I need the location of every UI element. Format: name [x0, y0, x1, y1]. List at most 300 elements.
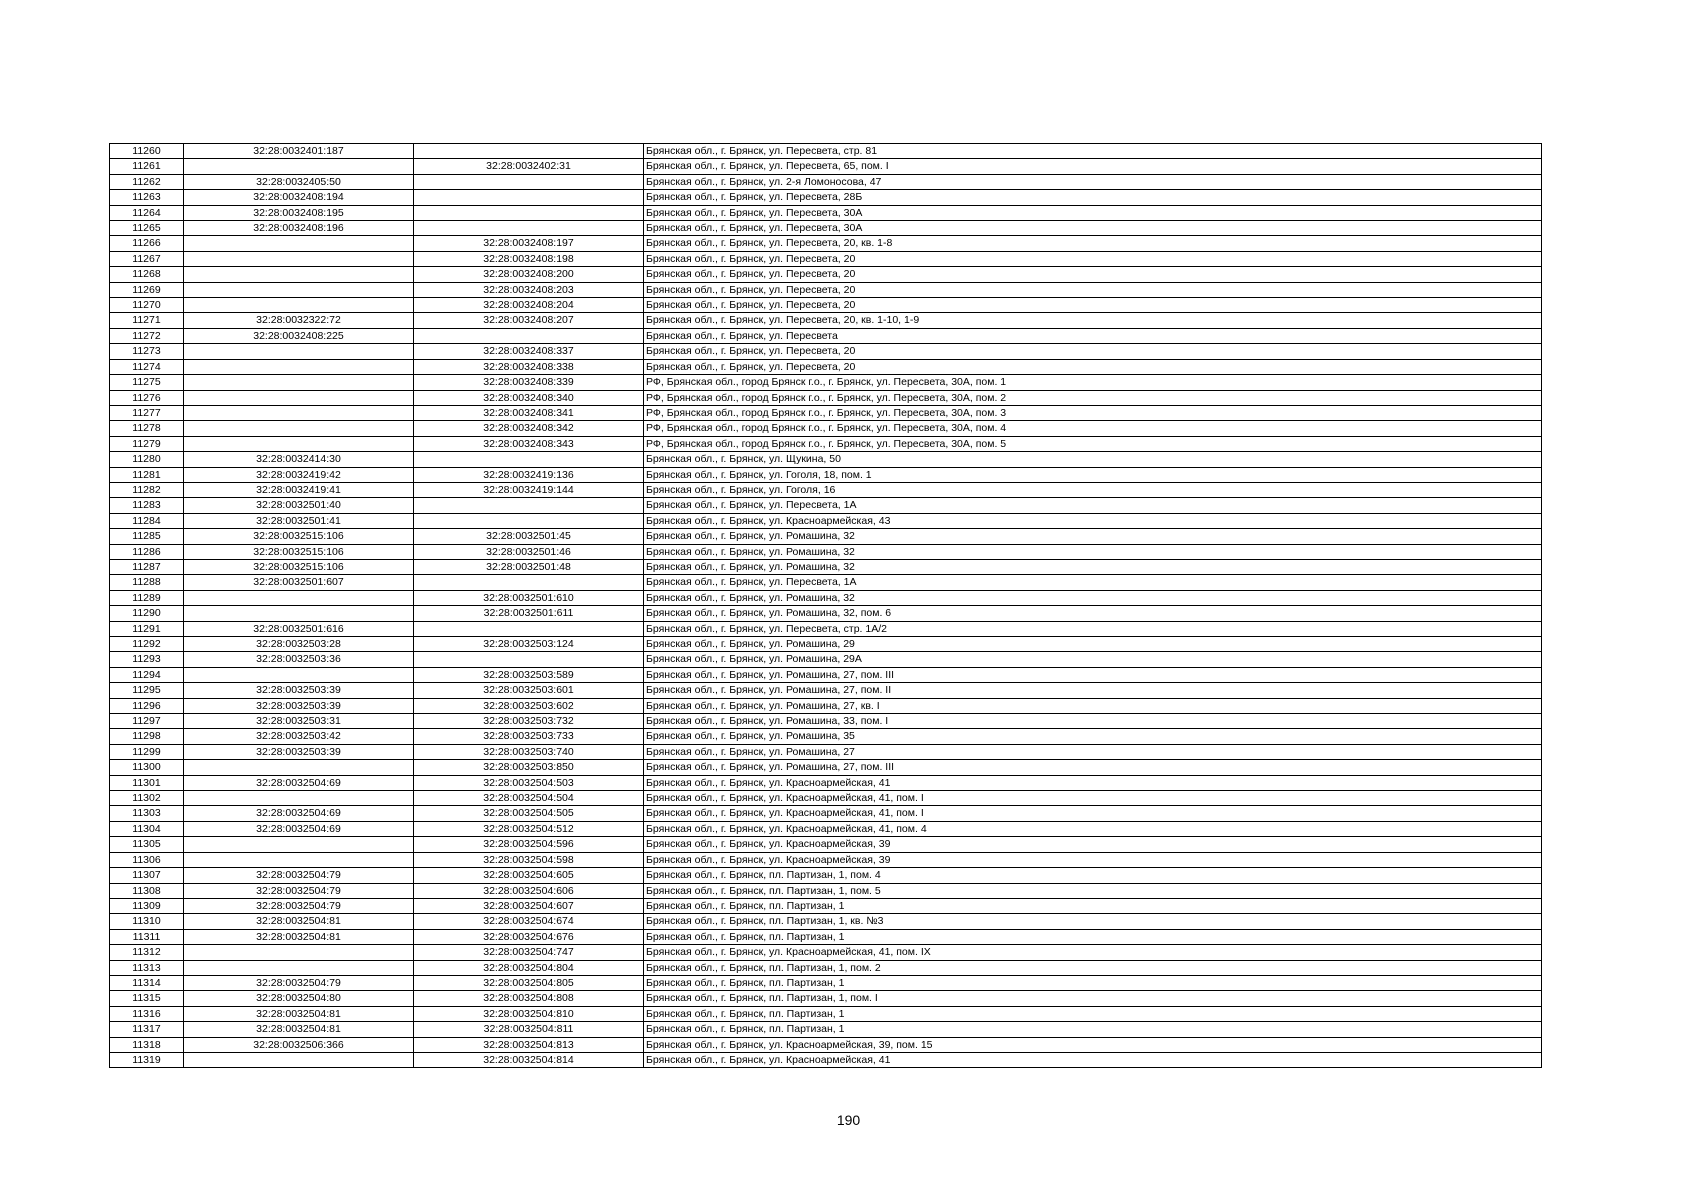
cadastral-number-1-cell — [184, 375, 414, 390]
row-number-cell: 11285 — [110, 529, 184, 544]
cadastral-number-1-cell — [184, 267, 414, 282]
cadastral-number-2-cell: 32:28:0032408:204 — [414, 298, 644, 313]
cadastral-number-2-cell — [414, 144, 644, 159]
address-cell: Брянская обл., г. Брянск, ул. Гоголя, 18, пом. 1 — [644, 467, 1542, 482]
table-row — [110, 159, 1542, 174]
cadastral-number-2-cell — [414, 221, 644, 236]
table-row — [110, 421, 1542, 436]
row-number-cell: 11304 — [110, 821, 184, 836]
row-number-cell: 11317 — [110, 1022, 184, 1037]
page-number: 190 — [836, 1112, 861, 1128]
table-row — [110, 714, 1542, 729]
address-cell: Брянская обл., г. Брянск, ул. Пересвета — [644, 328, 1542, 343]
address-cell: РФ, Брянская обл., город Брянск г.о., г. Брянск, ул. Пересвета, 30А, пом. 3 — [644, 405, 1542, 420]
cadastral-number-2-cell — [414, 205, 644, 220]
table-row — [110, 1022, 1542, 1037]
cadastral-number-1-cell: 32:28:0032322:72 — [184, 313, 414, 328]
address-cell: Брянская обл., г. Брянск, ул. Пересвета, 20 — [644, 359, 1542, 374]
cadastral-number-1-cell — [184, 405, 414, 420]
cadastral-number-1-cell — [184, 667, 414, 682]
table-row — [110, 405, 1542, 420]
table-row — [110, 868, 1542, 883]
cadastral-number-2-cell — [414, 575, 644, 590]
table-row — [110, 837, 1542, 852]
address-cell: Брянская обл., г. Брянск, ул. Пересвета, 20, кв. 1-10, 1-9 — [644, 313, 1542, 328]
cadastral-number-1-cell: 32:28:0032504:81 — [184, 914, 414, 929]
cadastral-number-1-cell: 32:28:0032414:30 — [184, 452, 414, 467]
table-row — [110, 298, 1542, 313]
cadastral-number-1-cell: 32:28:0032503:39 — [184, 683, 414, 698]
cadastral-number-1-cell: 32:28:0032504:79 — [184, 883, 414, 898]
cadastral-number-2-cell: 32:28:0032419:144 — [414, 482, 644, 497]
row-number-cell: 11286 — [110, 544, 184, 559]
cadastral-number-2-cell — [414, 498, 644, 513]
cadastral-number-2-cell: 32:28:0032501:610 — [414, 590, 644, 605]
table-row — [110, 914, 1542, 929]
cadastral-number-1-cell: 32:28:0032504:79 — [184, 975, 414, 990]
address-cell: Брянская обл., г. Брянск, ул. Красноармейская, 41, пом. I — [644, 806, 1542, 821]
address-cell: Брянская обл., г. Брянск, ул. Красноармейская, 43 — [644, 513, 1542, 528]
address-cell: Брянская обл., г. Брянск, пл. Партизан, 1 — [644, 1022, 1542, 1037]
table-row — [110, 575, 1542, 590]
row-number-cell: 11261 — [110, 159, 184, 174]
row-number-cell: 11281 — [110, 467, 184, 482]
cadastral-number-2-cell: 32:28:0032504:605 — [414, 868, 644, 883]
cadastral-number-1-cell — [184, 159, 414, 174]
cadastral-number-2-cell: 32:28:0032501:611 — [414, 606, 644, 621]
row-number-cell: 11316 — [110, 1006, 184, 1021]
table-row — [110, 205, 1542, 220]
row-number-cell: 11266 — [110, 236, 184, 251]
cadastral-number-1-cell: 32:28:0032401:187 — [184, 144, 414, 159]
cadastral-number-2-cell: 32:28:0032501:45 — [414, 529, 644, 544]
row-number-cell: 11283 — [110, 498, 184, 513]
table-row — [110, 529, 1542, 544]
address-cell: Брянская обл., г. Брянск, ул. Красноармейская, 39 — [644, 837, 1542, 852]
address-cell: Брянская обл., г. Брянск, ул. Красноармейская, 41, пом. I — [644, 791, 1542, 806]
row-number-cell: 11290 — [110, 606, 184, 621]
cadastral-number-1-cell — [184, 436, 414, 451]
row-number-cell: 11289 — [110, 590, 184, 605]
row-number-cell: 11313 — [110, 960, 184, 975]
table-row — [110, 313, 1542, 328]
cadastral-number-1-cell — [184, 837, 414, 852]
row-number-cell: 11280 — [110, 452, 184, 467]
row-number-cell: 11298 — [110, 729, 184, 744]
table-row — [110, 652, 1542, 667]
table-row — [110, 513, 1542, 528]
cadastral-number-2-cell: 32:28:0032503:850 — [414, 760, 644, 775]
table-row — [110, 1037, 1542, 1052]
cadastral-number-2-cell: 32:28:0032504:504 — [414, 791, 644, 806]
cadastral-number-2-cell: 32:28:0032408:342 — [414, 421, 644, 436]
address-cell: Брянская обл., г. Брянск, ул. Ромашина, 35 — [644, 729, 1542, 744]
row-number-cell: 11262 — [110, 174, 184, 189]
cadastral-number-2-cell: 32:28:0032501:48 — [414, 559, 644, 574]
table-row — [110, 482, 1542, 497]
table-row — [110, 898, 1542, 913]
table-row — [110, 821, 1542, 836]
cadastral-number-1-cell: 32:28:0032501:41 — [184, 513, 414, 528]
cadastral-number-2-cell — [414, 174, 644, 189]
table-row — [110, 1052, 1542, 1067]
row-number-cell: 11309 — [110, 898, 184, 913]
table-row — [110, 975, 1542, 990]
address-cell: Брянская обл., г. Брянск, ул. Ромашина, 27, пом. II — [644, 683, 1542, 698]
row-number-cell: 11279 — [110, 436, 184, 451]
table-row — [110, 791, 1542, 806]
row-number-cell: 11319 — [110, 1052, 184, 1067]
table-row — [110, 251, 1542, 266]
cadastral-number-1-cell — [184, 236, 414, 251]
cadastral-number-1-cell — [184, 606, 414, 621]
cadastral-number-2-cell — [414, 452, 644, 467]
cadastral-number-1-cell: 32:28:0032405:50 — [184, 174, 414, 189]
cadastral-number-2-cell: 32:28:0032503:601 — [414, 683, 644, 698]
cadastral-number-2-cell: 32:28:0032408:197 — [414, 236, 644, 251]
cadastral-number-2-cell: 32:28:0032504:805 — [414, 975, 644, 990]
row-number-cell: 11274 — [110, 359, 184, 374]
cadastral-number-1-cell: 32:28:0032503:31 — [184, 714, 414, 729]
cadastral-number-2-cell: 32:28:0032408:343 — [414, 436, 644, 451]
cadastral-number-1-cell: 32:28:0032408:196 — [184, 221, 414, 236]
address-cell: Брянская обл., г. Брянск, ул. Красноармейская, 41, пом. 4 — [644, 821, 1542, 836]
table-row — [110, 1006, 1542, 1021]
cadastral-number-2-cell: 32:28:0032503:740 — [414, 744, 644, 759]
address-cell: Брянская обл., г. Брянск, пл. Партизан, 1, пом. I — [644, 991, 1542, 1006]
cadastral-number-2-cell: 32:28:0032402:31 — [414, 159, 644, 174]
table-row — [110, 991, 1542, 1006]
table-row — [110, 945, 1542, 960]
row-number-cell: 11306 — [110, 852, 184, 867]
row-number-cell: 11275 — [110, 375, 184, 390]
row-number-cell: 11314 — [110, 975, 184, 990]
cadastral-number-2-cell: 32:28:0032504:811 — [414, 1022, 644, 1037]
row-number-cell: 11292 — [110, 637, 184, 652]
cadastral-number-1-cell: 32:28:0032408:194 — [184, 190, 414, 205]
row-number-cell: 11308 — [110, 883, 184, 898]
table-row — [110, 775, 1542, 790]
cadastral-number-1-cell: 32:28:0032419:42 — [184, 467, 414, 482]
row-number-cell: 11291 — [110, 621, 184, 636]
cadastral-number-1-cell — [184, 421, 414, 436]
address-cell: Брянская обл., г. Брянск, пл. Партизан, 1 — [644, 1006, 1542, 1021]
address-cell: Брянская обл., г. Брянск, ул. Пересвета, 20 — [644, 298, 1542, 313]
address-cell: Брянская обл., г. Брянск, ул. Ромашина, 27, пом. III — [644, 760, 1542, 775]
cadastral-number-2-cell: 32:28:0032503:733 — [414, 729, 644, 744]
row-number-cell: 11277 — [110, 405, 184, 420]
cadastral-number-1-cell: 32:28:0032501:40 — [184, 498, 414, 513]
row-number-cell: 11296 — [110, 698, 184, 713]
address-cell: Брянская обл., г. Брянск, ул. Красноармейская, 41, пом. IX — [644, 945, 1542, 960]
cadastral-number-1-cell: 32:28:0032515:106 — [184, 559, 414, 574]
address-cell: РФ, Брянская обл., город Брянск г.о., г. Брянск, ул. Пересвета, 30А, пом. 4 — [644, 421, 1542, 436]
cadastral-number-2-cell: 32:28:0032501:46 — [414, 544, 644, 559]
cadastral-number-1-cell: 32:28:0032503:39 — [184, 698, 414, 713]
cadastral-number-2-cell: 32:28:0032504:810 — [414, 1006, 644, 1021]
address-cell: Брянская обл., г. Брянск, ул. Красноармейская, 41 — [644, 1052, 1542, 1067]
row-number-cell: 11318 — [110, 1037, 184, 1052]
address-cell: Брянская обл., г. Брянск, ул. Пересвета, стр. 81 — [644, 144, 1542, 159]
row-number-cell: 11315 — [110, 991, 184, 1006]
cadastral-number-2-cell: 32:28:0032504:808 — [414, 991, 644, 1006]
table-row — [110, 498, 1542, 513]
address-cell: Брянская обл., г. Брянск, ул. Пересвета, 28Б — [644, 190, 1542, 205]
cadastral-number-1-cell: 32:28:0032515:106 — [184, 529, 414, 544]
table-row — [110, 621, 1542, 636]
cadastral-number-1-cell: 32:28:0032504:81 — [184, 929, 414, 944]
cadastral-number-2-cell: 32:28:0032408:203 — [414, 282, 644, 297]
table-row — [110, 359, 1542, 374]
cadastral-number-2-cell — [414, 621, 644, 636]
cadastral-number-2-cell: 32:28:0032504:606 — [414, 883, 644, 898]
row-number-cell: 11301 — [110, 775, 184, 790]
cadastral-number-2-cell: 32:28:0032504:804 — [414, 960, 644, 975]
cadastral-number-1-cell: 32:28:0032504:69 — [184, 775, 414, 790]
row-number-cell: 11271 — [110, 313, 184, 328]
address-cell: Брянская обл., г. Брянск, ул. Ромашина, 32 — [644, 529, 1542, 544]
cadastral-number-1-cell: 32:28:0032503:28 — [184, 637, 414, 652]
row-number-cell: 11295 — [110, 683, 184, 698]
cadastral-number-1-cell: 32:28:0032504:69 — [184, 806, 414, 821]
row-number-cell: 11282 — [110, 482, 184, 497]
row-number-cell: 11310 — [110, 914, 184, 929]
table-row — [110, 236, 1542, 251]
row-number-cell: 11294 — [110, 667, 184, 682]
row-number-cell: 11312 — [110, 945, 184, 960]
cadastral-number-2-cell — [414, 652, 644, 667]
table-row — [110, 806, 1542, 821]
cadastral-number-2-cell: 32:28:0032504:747 — [414, 945, 644, 960]
cadastral-number-1-cell — [184, 945, 414, 960]
cadastral-number-2-cell: 32:28:0032408:200 — [414, 267, 644, 282]
address-cell: Брянская обл., г. Брянск, ул. Пересвета, 65, пом. I — [644, 159, 1542, 174]
row-number-cell: 11268 — [110, 267, 184, 282]
cadastral-number-1-cell: 32:28:0032408:225 — [184, 328, 414, 343]
cadastral-number-2-cell: 32:28:0032504:676 — [414, 929, 644, 944]
cadastral-number-1-cell: 32:28:0032503:42 — [184, 729, 414, 744]
cadastral-number-1-cell: 32:28:0032408:195 — [184, 205, 414, 220]
cadastral-number-1-cell — [184, 960, 414, 975]
address-cell: Брянская обл., г. Брянск, ул. Пересвета, 20, кв. 1-8 — [644, 236, 1542, 251]
cadastral-number-1-cell: 32:28:0032419:41 — [184, 482, 414, 497]
address-cell: Брянская обл., г. Брянск, ул. Ромашина, 32 — [644, 590, 1542, 605]
address-cell: РФ, Брянская обл., город Брянск г.о., г. Брянск, ул. Пересвета, 30А, пом. 5 — [644, 436, 1542, 451]
row-number-cell: 11272 — [110, 328, 184, 343]
cadastral-number-2-cell: 32:28:0032503:732 — [414, 714, 644, 729]
table-row — [110, 390, 1542, 405]
row-number-cell: 11278 — [110, 421, 184, 436]
address-cell: Брянская обл., г. Брянск, пл. Партизан, 1 — [644, 898, 1542, 913]
cadastral-number-1-cell — [184, 359, 414, 374]
table-row — [110, 221, 1542, 236]
table-row — [110, 929, 1542, 944]
table-row — [110, 328, 1542, 343]
table-row — [110, 637, 1542, 652]
address-cell: Брянская обл., г. Брянск, ул. Пересвета, 20 — [644, 282, 1542, 297]
cadastral-number-1-cell: 32:28:0032501:616 — [184, 621, 414, 636]
table-row — [110, 282, 1542, 297]
row-number-cell: 11303 — [110, 806, 184, 821]
address-cell: Брянская обл., г. Брянск, ул. Ромашина, 27, пом. III — [644, 667, 1542, 682]
cadastral-number-2-cell: 32:28:0032408:337 — [414, 344, 644, 359]
cadastral-number-1-cell — [184, 298, 414, 313]
cadastral-number-1-cell — [184, 251, 414, 266]
table-row — [110, 544, 1542, 559]
cadastral-number-2-cell: 32:28:0032504:596 — [414, 837, 644, 852]
row-number-cell: 11284 — [110, 513, 184, 528]
cadastral-number-2-cell: 32:28:0032504:814 — [414, 1052, 644, 1067]
cadastral-number-2-cell — [414, 190, 644, 205]
table-row — [110, 144, 1542, 159]
address-cell: РФ, Брянская обл., город Брянск г.о., г. Брянск, ул. Пересвета, 30А, пом. 2 — [644, 390, 1542, 405]
address-cell: Брянская обл., г. Брянск, ул. Пересвета, 20 — [644, 344, 1542, 359]
address-cell: Брянская обл., г. Брянск, пл. Партизан, 1 — [644, 929, 1542, 944]
cadastral-number-2-cell: 32:28:0032503:124 — [414, 637, 644, 652]
registry-table — [109, 143, 1542, 1068]
address-cell: Брянская обл., г. Брянск, пл. Партизан, 1, пом. 5 — [644, 883, 1542, 898]
address-cell: Брянская обл., г. Брянск, ул. Пересвета, 20 — [644, 251, 1542, 266]
cadastral-number-2-cell — [414, 328, 644, 343]
cadastral-number-2-cell: 32:28:0032408:207 — [414, 313, 644, 328]
cadastral-number-2-cell: 32:28:0032504:607 — [414, 898, 644, 913]
cadastral-number-1-cell — [184, 390, 414, 405]
row-number-cell: 11276 — [110, 390, 184, 405]
cadastral-number-2-cell — [414, 513, 644, 528]
cadastral-number-2-cell: 32:28:0032408:198 — [414, 251, 644, 266]
cadastral-number-1-cell — [184, 282, 414, 297]
address-cell: Брянская обл., г. Брянск, ул. Пересвета, 30А — [644, 205, 1542, 220]
cadastral-number-2-cell: 32:28:0032408:339 — [414, 375, 644, 390]
address-cell: Брянская обл., г. Брянск, ул. Пересвета, 20 — [644, 267, 1542, 282]
row-number-cell: 11270 — [110, 298, 184, 313]
table-row — [110, 452, 1542, 467]
row-number-cell: 11287 — [110, 559, 184, 574]
row-number-cell: 11265 — [110, 221, 184, 236]
address-cell: Брянская обл., г. Брянск, пл. Партизан, 1, кв. №3 — [644, 914, 1542, 929]
address-cell: Брянская обл., г. Брянск, ул. Ромашина, 32 — [644, 544, 1542, 559]
table-row — [110, 590, 1542, 605]
row-number-cell: 11300 — [110, 760, 184, 775]
cadastral-number-1-cell: 32:28:0032503:39 — [184, 744, 414, 759]
address-cell: Брянская обл., г. Брянск, ул. Ромашина, 27 — [644, 744, 1542, 759]
address-cell: Брянская обл., г. Брянск, ул. 2-я Ломоносова, 47 — [644, 174, 1542, 189]
cadastral-number-2-cell: 32:28:0032408:340 — [414, 390, 644, 405]
cadastral-number-1-cell: 32:28:0032506:366 — [184, 1037, 414, 1052]
address-cell: Брянская обл., г. Брянск, пл. Партизан, 1, пом. 2 — [644, 960, 1542, 975]
cadastral-number-1-cell: 32:28:0032515:106 — [184, 544, 414, 559]
table-row — [110, 960, 1542, 975]
address-cell: Брянская обл., г. Брянск, ул. Пересвета, 1А — [644, 575, 1542, 590]
cadastral-number-1-cell: 32:28:0032503:36 — [184, 652, 414, 667]
cadastral-number-1-cell — [184, 791, 414, 806]
table-row — [110, 344, 1542, 359]
table-row — [110, 436, 1542, 451]
address-cell: Брянская обл., г. Брянск, ул. Пересвета, стр. 1А/2 — [644, 621, 1542, 636]
table-row — [110, 375, 1542, 390]
cadastral-number-1-cell — [184, 590, 414, 605]
table-row — [110, 683, 1542, 698]
cadastral-number-2-cell: 32:28:0032408:341 — [414, 405, 644, 420]
address-cell: РФ, Брянская обл., город Брянск г.о., г. Брянск, ул. Пересвета, 30А, пом. 1 — [644, 375, 1542, 390]
registry-table-body — [110, 144, 1542, 1068]
table-row — [110, 606, 1542, 621]
table-row — [110, 744, 1542, 759]
table-row — [110, 698, 1542, 713]
address-cell: Брянская обл., г. Брянск, ул. Ромашина, 32 — [644, 559, 1542, 574]
cadastral-number-1-cell: 32:28:0032504:80 — [184, 991, 414, 1006]
address-cell: Брянская обл., г. Брянск, ул. Ромашина, 29 — [644, 637, 1542, 652]
cadastral-number-1-cell — [184, 852, 414, 867]
table-row — [110, 883, 1542, 898]
table-row — [110, 667, 1542, 682]
cadastral-number-1-cell: 32:28:0032504:81 — [184, 1006, 414, 1021]
address-cell: Брянская обл., г. Брянск, ул. Пересвета, 1А — [644, 498, 1542, 513]
cadastral-number-2-cell: 32:28:0032504:505 — [414, 806, 644, 821]
table-row — [110, 559, 1542, 574]
cadastral-number-2-cell: 32:28:0032408:338 — [414, 359, 644, 374]
row-number-cell: 11307 — [110, 868, 184, 883]
row-number-cell: 11273 — [110, 344, 184, 359]
address-cell: Брянская обл., г. Брянск, ул. Пересвета, 30А — [644, 221, 1542, 236]
cadastral-number-1-cell: 32:28:0032501:607 — [184, 575, 414, 590]
cadastral-number-2-cell: 32:28:0032504:503 — [414, 775, 644, 790]
cadastral-number-2-cell: 32:28:0032504:598 — [414, 852, 644, 867]
address-cell: Брянская обл., г. Брянск, ул. Гоголя, 16 — [644, 482, 1542, 497]
row-number-cell: 11267 — [110, 251, 184, 266]
address-cell: Брянская обл., г. Брянск, ул. Щукина, 50 — [644, 452, 1542, 467]
row-number-cell: 11263 — [110, 190, 184, 205]
cadastral-number-1-cell — [184, 760, 414, 775]
address-cell: Брянская обл., г. Брянск, пл. Партизан, 1, пом. 4 — [644, 868, 1542, 883]
row-number-cell: 11264 — [110, 205, 184, 220]
cadastral-number-1-cell — [184, 344, 414, 359]
address-cell: Брянская обл., г. Брянск, ул. Красноармейская, 41 — [644, 775, 1542, 790]
row-number-cell: 11297 — [110, 714, 184, 729]
cadastral-number-2-cell: 32:28:0032419:136 — [414, 467, 644, 482]
row-number-cell: 11299 — [110, 744, 184, 759]
address-cell: Брянская обл., г. Брянск, пл. Партизан, 1 — [644, 975, 1542, 990]
address-cell: Брянская обл., г. Брянск, ул. Ромашина, 32, пом. 6 — [644, 606, 1542, 621]
address-cell: Брянская обл., г. Брянск, ул. Ромашина, 27, кв. I — [644, 698, 1542, 713]
cadastral-number-2-cell: 32:28:0032504:813 — [414, 1037, 644, 1052]
row-number-cell: 11302 — [110, 791, 184, 806]
table-row — [110, 729, 1542, 744]
row-number-cell: 11269 — [110, 282, 184, 297]
row-number-cell: 11311 — [110, 929, 184, 944]
cadastral-number-2-cell: 32:28:0032504:512 — [414, 821, 644, 836]
table-row — [110, 174, 1542, 189]
row-number-cell: 11305 — [110, 837, 184, 852]
table-row — [110, 760, 1542, 775]
cadastral-number-1-cell: 32:28:0032504:79 — [184, 898, 414, 913]
address-cell: Брянская обл., г. Брянск, ул. Ромашина, 33, пом. I — [644, 714, 1542, 729]
cadastral-number-2-cell: 32:28:0032503:602 — [414, 698, 644, 713]
cadastral-number-1-cell: 32:28:0032504:81 — [184, 1022, 414, 1037]
cadastral-number-1-cell: 32:28:0032504:69 — [184, 821, 414, 836]
table-row — [110, 852, 1542, 867]
row-number-cell: 11260 — [110, 144, 184, 159]
row-number-cell: 11293 — [110, 652, 184, 667]
table-row — [110, 267, 1542, 282]
row-number-cell: 11288 — [110, 575, 184, 590]
address-cell: Брянская обл., г. Брянск, ул. Ромашина, 29А — [644, 652, 1542, 667]
cadastral-number-1-cell: 32:28:0032504:79 — [184, 868, 414, 883]
cadastral-number-2-cell: 32:28:0032503:589 — [414, 667, 644, 682]
table-row — [110, 467, 1542, 482]
table-row — [110, 190, 1542, 205]
cadastral-number-1-cell — [184, 1052, 414, 1067]
